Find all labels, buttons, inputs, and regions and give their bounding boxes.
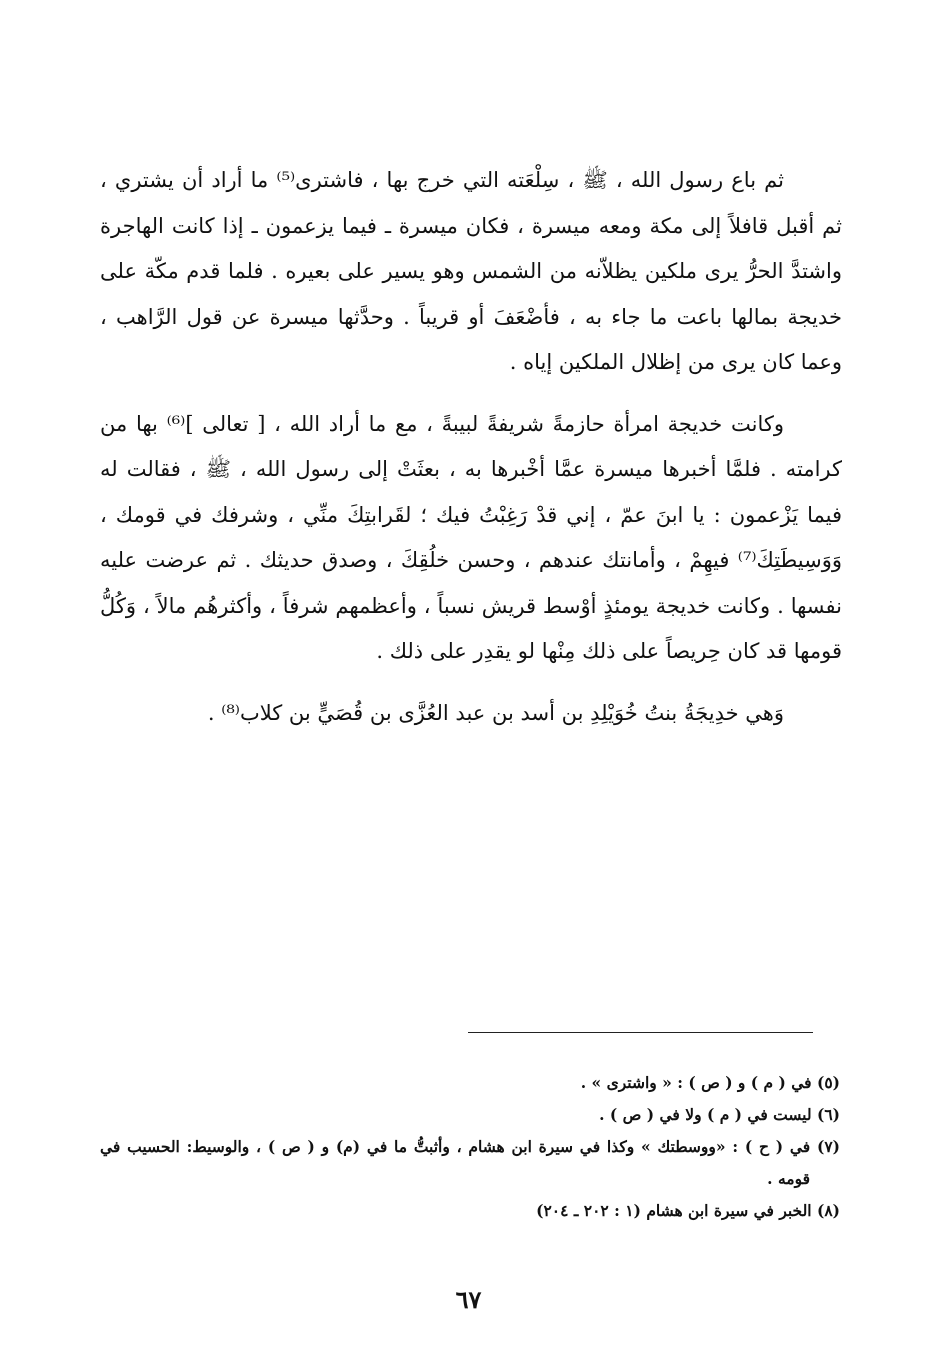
main-text: [100, 158, 842, 736]
footnote: (٦) ليست في ( م ) ولا في ( ص ) .: [599, 1105, 840, 1124]
footnote: (٨) الخبر في سيرة ابن هشام (١ : ٢٠٢ ـ ٢٠٤): [536, 1201, 840, 1220]
paragraph: وَهي خدِيجَةُ بنتُ خُوَيْلِدِ بن أسد بن عبد العُزَّى بن قُصَيٍّ بن كلاب⁽⁸⁾ .: [207, 700, 784, 725]
page-number: ٦٧: [455, 1285, 482, 1314]
footnote: (٥) في ( م ) و ( ص ) : « واشترى » .: [580, 1073, 840, 1092]
footnote-separator: [468, 1032, 813, 1033]
paragraph: ثم باع رسول الله ، ﷺ ، سِلْعَته التي خرج بها ، فاشترى⁽⁵⁾ ما أراد أن يشتري ، ثم أقبل قافلاً إلى مكة ومعه ميسرة ، فكان ميسرة ـ فيما يزعمون ـ إذا كانت الهاجرة واشتدَّ الحرُّ يرى ملكين يظلاّنه من الشمس وهو يسير على بعيره . فلما قدم مكّة على خديجة بمالها باعت ما جاء به ، فأضْعَفَ أو قريباً . وحدَّثها ميسرة عن قول الرَّاهب ، وعما كان يرى من إظلال الملكين إياه .: [100, 168, 842, 374]
footnotes: [100, 1067, 840, 1227]
paragraph: وكانت خديجة امرأة حازمةً شريفةً لبيبةً ، مع ما أراد الله ، [ تعالى ]⁽⁶⁾ بها من كرامته . فلمَّا أخبرها ميسرة عمَّا أخْبرها به ، بعثَتْ إلى رسول الله ، ﷺ ، فقالت له فيما يَزْعمون : يا ابنَ عمّ ، إني قدْ رَغِبْتُ فيك ؛ لقَرابتِكَ منِّي ، وشرفك في قومك ، وَوَسِيطَتِكَ⁽⁷⁾ فيهِمْ ، وأمانتك عندهم ، وحسن خلُقِكَ ، وصدق حديثك . ثم عرضت عليه نفسها . وكانت خديجة يومئذٍ أوْسط قريش نسباً ، وأعظمهم شرفاً ، وأكثرهُم مالاً ، وَكُلُّ قومها قد كان حِريصاً على ذلك مِنْها لو يقدِر على ذلك .: [100, 411, 842, 663]
footnote: (٧) في ( ح ) : «ووسطتك » وكذا في سيرة ابن هشام ، وأثبتُّ ما في (م) و ( ص ) ، والوسيط: الحسيب في قومه .: [100, 1137, 840, 1188]
